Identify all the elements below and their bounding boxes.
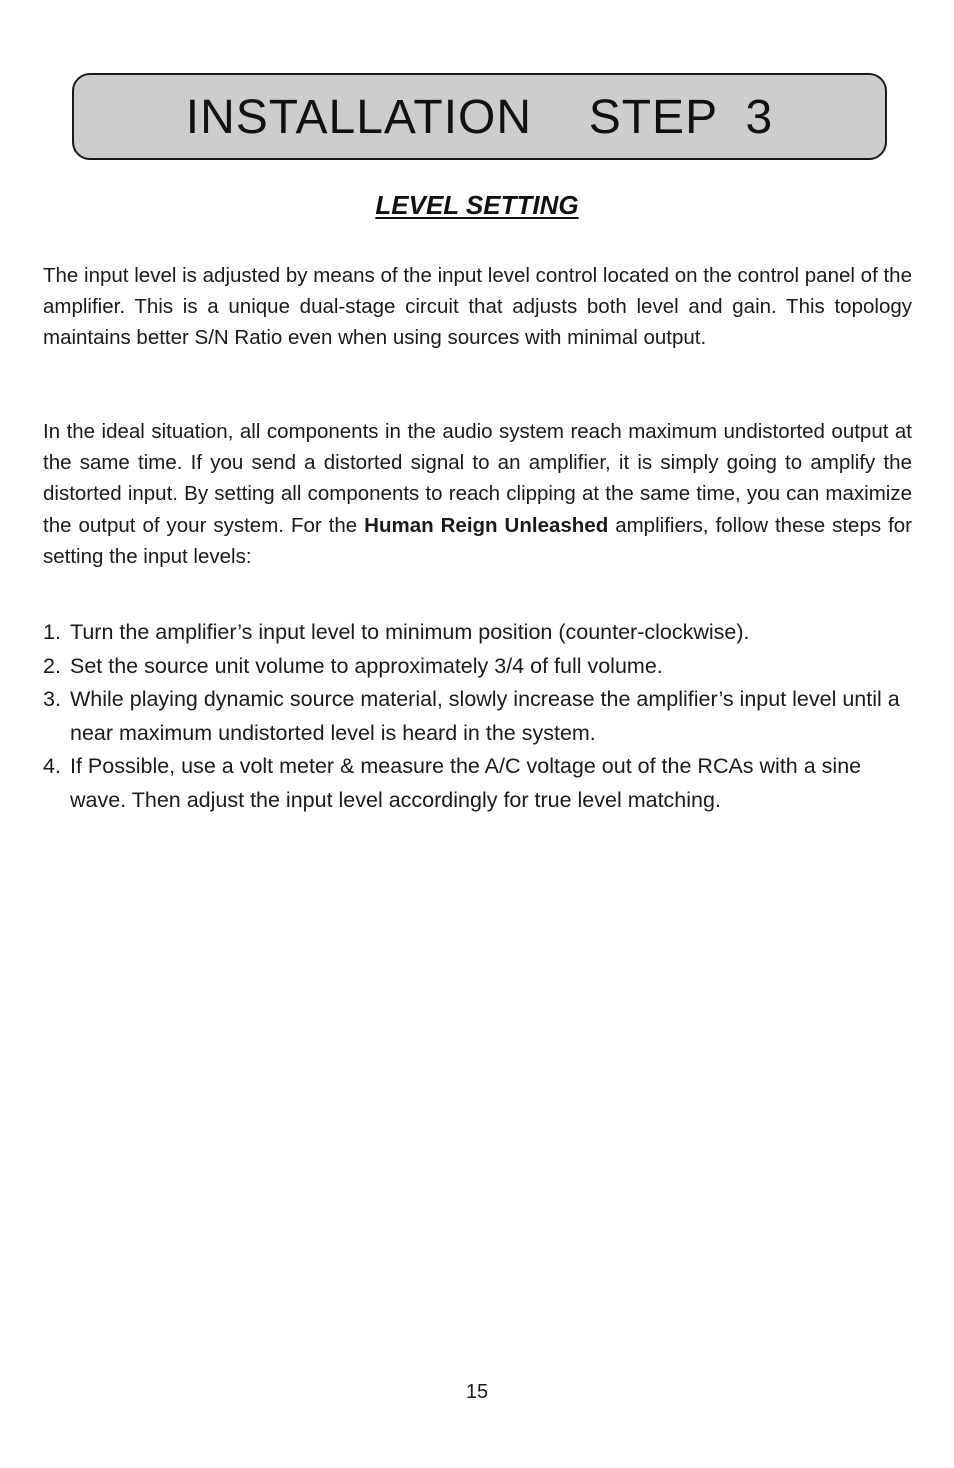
step-text: Turn the amplifier’s input level to minimum position (counter-clockwise). <box>70 620 750 644</box>
step-text: If Possible, use a volt meter & measure the A/C voltage out of the RCAs with a sine wave. Then adjust the input level accordingly for true level matching. <box>70 754 862 812</box>
step-text: While playing dynamic source material, slowly increase the amplifier’s input level until a near maximum undistorted level is heard in the system. <box>70 687 900 745</box>
brand-name: Human Reign Unleashed <box>364 513 609 537</box>
step-number: 2. <box>43 653 61 678</box>
step-number: 4. <box>43 754 61 778</box>
section-heading: LEVEL SETTING <box>375 190 579 220</box>
list-item <box>43 616 923 650</box>
ideal-situation-paragraph <box>43 416 912 572</box>
page-title: INSTALLATION STEP 3 <box>185 91 774 144</box>
paragraph-text: In the ideal situation, all components in the audio system reach maximum undistorted output at the same time. If you send a distorted signal to an amplifier, it is simply going to amplify the distorted input. By setting all components to reach clipping at the same time, you can maximize the output of your system. For the <box>43 420 912 537</box>
step-number: 3. <box>43 687 61 711</box>
paragraph-tail: amplifiers, follow these steps for setting the input levels: <box>43 513 912 568</box>
title-banner <box>72 73 887 160</box>
step-text: Set the source unit volume to approximately 3/4 of full volume. <box>70 653 663 678</box>
list-item <box>43 750 923 817</box>
intro-paragraph: The input level is adjusted by means of the input level control located on the control panel of the amplifier. This is a unique dual-stage circuit that adjusts both level and gain. This topology maintains better S/N Ratio even when using sources with minimal output. <box>43 264 912 350</box>
page-number: 15 <box>465 1381 489 1403</box>
steps-list <box>43 616 923 817</box>
step-number: 1. <box>43 620 61 644</box>
list-item <box>43 650 923 684</box>
list-item <box>43 683 923 750</box>
